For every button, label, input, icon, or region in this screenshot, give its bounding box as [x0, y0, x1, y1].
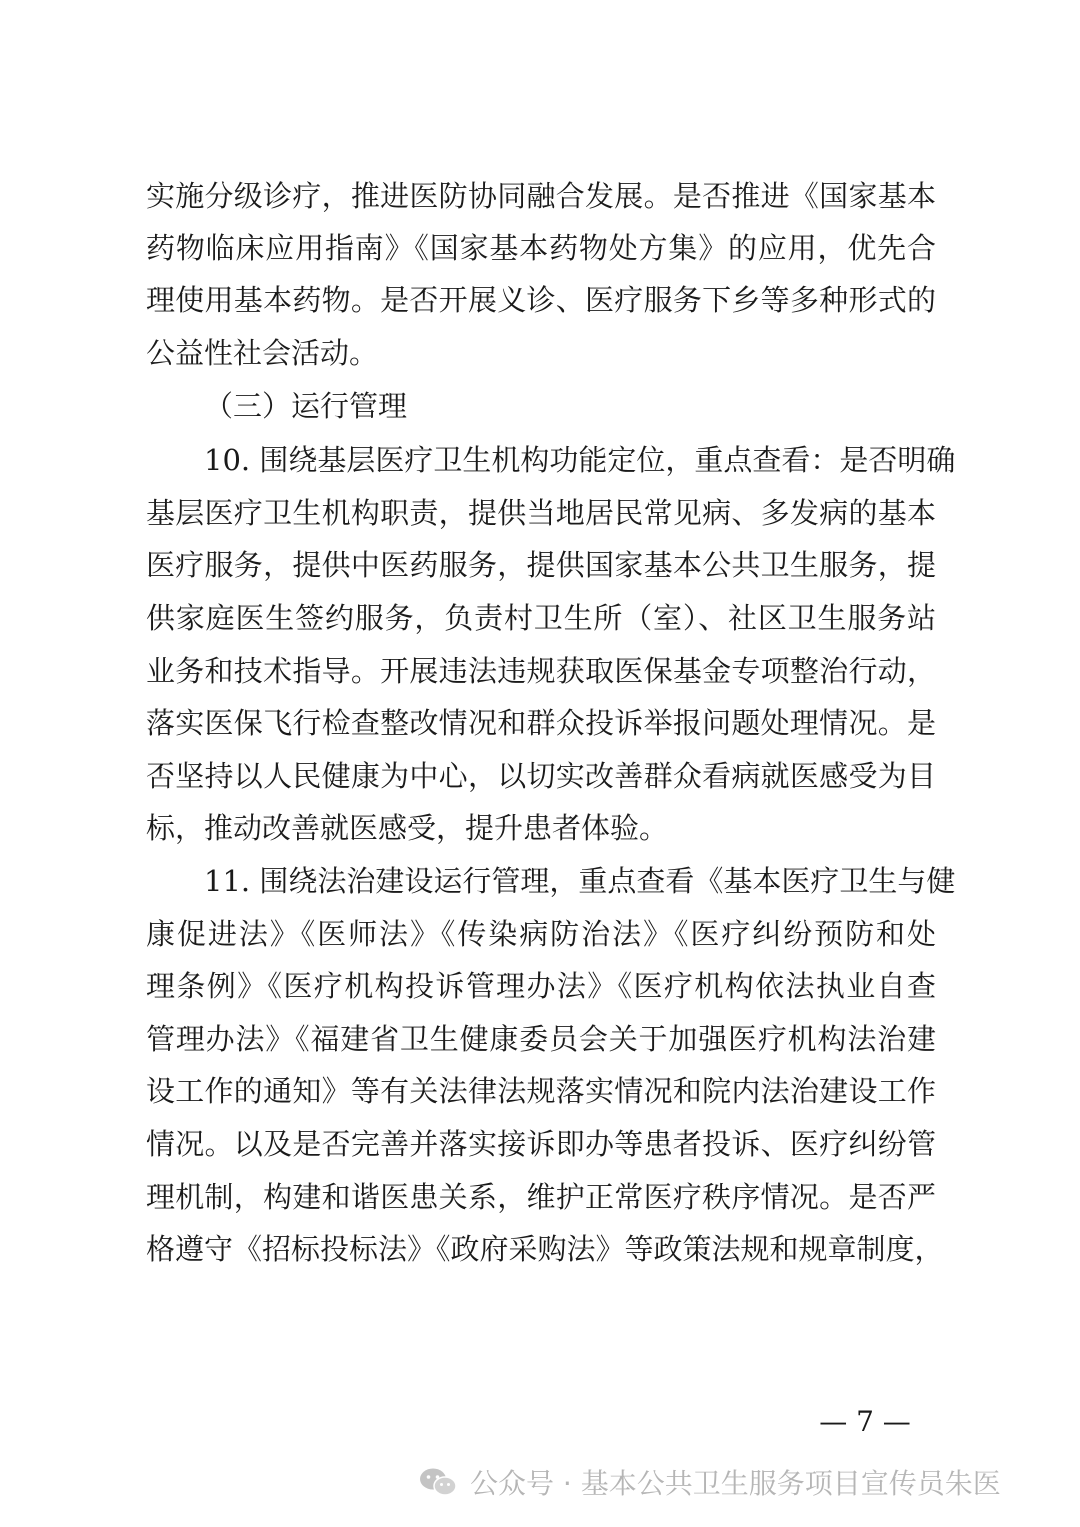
paragraph-line: 理使用基本药物。是否开展义诊、医疗服务下乡等多种形式的: [146, 283, 936, 317]
item-10-line: 落实医保飞行检查整改情况和群众投诉举报问题处理情况。是: [146, 706, 936, 740]
item-11-line: 格遵守《招标投标法》《政府采购法》等政策法规和规章制度，: [146, 1232, 944, 1266]
item-10-line: 否坚持以人民健康为中心，以切实改善群众看病就医感受为目: [146, 759, 936, 793]
item-10-line: 10. 围绕基层医疗卫生机构功能定位，重点查看：是否明确: [204, 443, 956, 477]
item-10-line: 基层医疗卫生机构职责，提供当地居民常见病、多发病的基本: [146, 496, 936, 530]
paragraph-line: 公益性社会活动。: [146, 336, 379, 370]
item-11-line: 理机制，构建和谐医患关系，维护正常医疗秩序情况。是否严: [146, 1180, 936, 1214]
item-11-line: 设工作的通知》等有关法律法规落实情况和院内法治建设工作: [146, 1074, 936, 1108]
item-11-line: 情况。以及是否完善并落实接诉即办等患者投诉、医疗纠纷管: [146, 1127, 936, 1161]
watermark-text: 公众号 · 基本公共卫生服务项目宣传员朱医: [470, 1467, 1001, 1500]
item-11-line: 康促进法》《医师法》《传染病防治法》《医疗纠纷预防和处: [146, 917, 936, 951]
section-heading: （三）运行管理: [204, 389, 408, 423]
item-11-line: 理条例》《医疗机构投诉管理办法》《医疗机构依法执业自查: [146, 969, 936, 1003]
paragraph-line: 药物临床应用指南》《国家基本药物处方集》的应用，优先合: [146, 231, 936, 265]
item-10-line: 标，推动改善就医感受，提升患者体验。: [146, 811, 669, 845]
item-11-line: 11. 围绕法治建设运行管理，重点查看《基本医疗卫生与健: [204, 864, 956, 898]
paragraph-line: 实施分级诊疗，推进医防协同融合发展。是否推进《国家基本: [146, 179, 936, 213]
item-10-line: 业务和技术指导。开展违法违规获取医保基金专项整治行动，: [146, 654, 936, 688]
wechat-icon: [418, 1466, 458, 1498]
item-11-line: 管理办法》《福建省卫生健康委员会关于加强医疗机构法治建: [146, 1022, 936, 1056]
item-10-line: 供家庭医生签约服务，负责村卫生所（室）、社区卫生服务站: [146, 601, 936, 635]
watermark: [418, 1460, 1001, 1504]
item-10-line: 医疗服务，提供中医药服务，提供国家基本公共卫生服务，提: [146, 548, 936, 582]
page-number: — 7 —: [819, 1405, 911, 1438]
